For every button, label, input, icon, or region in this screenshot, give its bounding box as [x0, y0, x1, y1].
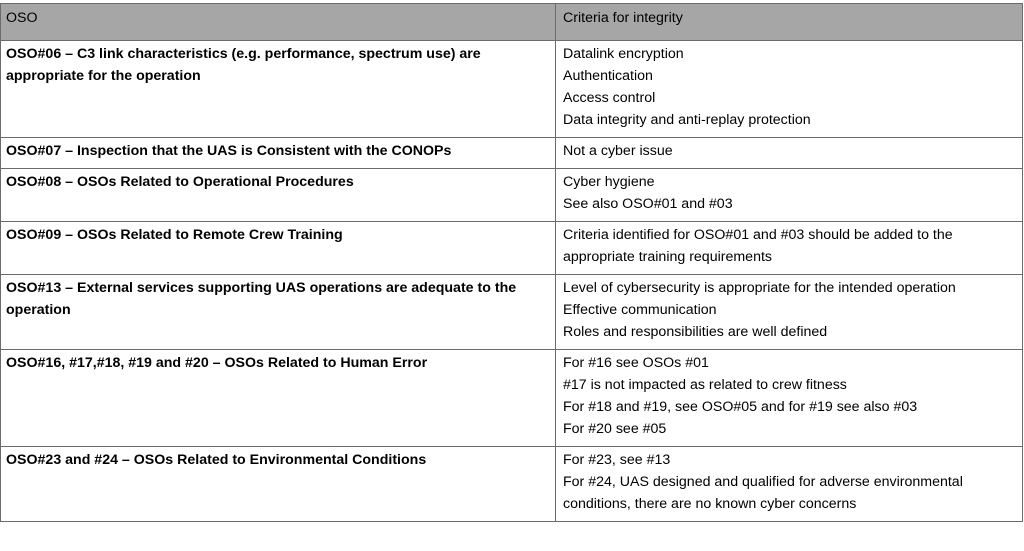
table-row	[1, 275, 1023, 350]
table-row	[1, 447, 1023, 522]
oso-cell: OSO#23 and #24 – OSOs Related to Environmental Conditions	[1, 447, 556, 522]
criteria-item: Roles and responsibilities are well defined	[563, 324, 828, 340]
criteria-cell	[556, 447, 1023, 522]
criteria-cell	[556, 222, 1023, 275]
criteria-item: Level of cybersecurity is appropriate for the intended operation	[563, 280, 956, 296]
criteria-item: Datalink encryption	[563, 46, 684, 62]
table-body	[1, 41, 1023, 522]
table-row	[1, 169, 1023, 222]
criteria-item: For #16 see OSOs #01	[563, 355, 709, 371]
oso-cell: OSO#07 – Inspection that the UAS is Consistent with the CONOPs	[1, 138, 556, 169]
criteria-cell	[556, 350, 1023, 447]
criteria-item: Access control	[563, 90, 656, 106]
oso-column-header: OSO	[1, 4, 556, 41]
criteria-item: Cyber hygiene	[563, 174, 655, 190]
criteria-item: Not a cyber issue	[563, 143, 673, 159]
oso-cell: OSO#08 – OSOs Related to Operational Procedures	[1, 169, 556, 222]
criteria-column-header: Criteria for integrity	[556, 4, 1023, 41]
oso-cell: OSO#16, #17,#18, #19 and #20 – OSOs Related to Human Error	[1, 350, 556, 447]
criteria-item: For #24, UAS designed and qualified for adverse environmental conditions, there are no known cyber concerns	[563, 474, 963, 512]
table-row	[1, 41, 1023, 138]
criteria-item: Data integrity and anti-replay protection	[563, 112, 811, 128]
criteria-item: For #18 and #19, see OSO#05 and for #19 see also #03	[563, 399, 918, 415]
criteria-cell	[556, 169, 1023, 222]
oso-cell: OSO#06 – C3 link characteristics (e.g. performance, spectrum use) are appropriate for the operation	[1, 41, 556, 138]
oso-criteria-table	[0, 3, 1023, 522]
criteria-item: For #23, see #13	[563, 452, 671, 468]
criteria-cell	[556, 138, 1023, 169]
criteria-item: Authentication	[563, 68, 653, 84]
criteria-item: See also OSO#01 and #03	[563, 196, 733, 212]
table-row	[1, 138, 1023, 169]
criteria-cell	[556, 275, 1023, 350]
criteria-item: Criteria identified for OSO#01 and #03 should be added to the appropriate training requirements	[563, 227, 953, 265]
criteria-cell	[556, 41, 1023, 138]
oso-cell: OSO#09 – OSOs Related to Remote Crew Training	[1, 222, 556, 275]
header-row	[1, 4, 1023, 41]
table-row	[1, 222, 1023, 275]
table-row	[1, 350, 1023, 447]
criteria-item: For #20 see #05	[563, 421, 667, 437]
criteria-item: #17 is not impacted as related to crew fitness	[563, 377, 847, 393]
criteria-item: Effective communication	[563, 302, 717, 318]
oso-cell: OSO#13 – External services supporting UAS operations are adequate to the operation	[1, 275, 556, 350]
